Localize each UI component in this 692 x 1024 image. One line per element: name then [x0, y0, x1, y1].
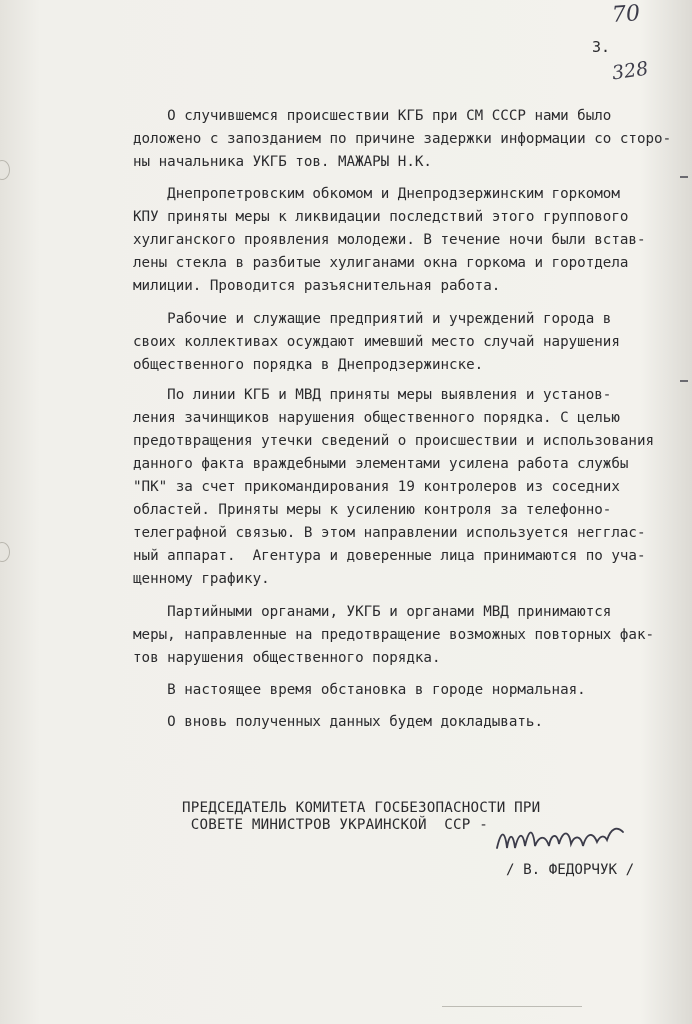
page-number: 3. [592, 38, 611, 56]
text-line: общественного порядка в Днепродзержинске. [133, 357, 484, 373]
text-line: милиции. Проводится разъяснительная работа. [133, 278, 501, 294]
text-line: Днепропетровским обкомом и Днепродзержинским горкомом [133, 186, 620, 202]
paragraph-workers-condemn [133, 308, 653, 377]
binder-hole [0, 160, 10, 180]
text-line: КПУ приняты меры к ликвидации последствий этого группового [133, 209, 629, 225]
text-line: О вновь полученных данных будем докладывать. [133, 714, 543, 730]
text-line: меры, направленные на предотвращение возможных повторных фак- [133, 627, 655, 643]
paragraph-party-measures [133, 183, 653, 298]
text-line: О случившемся происшествии КГБ при СМ СССР нами было [133, 108, 612, 124]
text-line: хулиганского проявления молодежи. В течение ночи были встав- [133, 232, 646, 248]
handwritten-signature [493, 820, 633, 860]
text-line: телеграфной связью. В этом направлении используется негглас- [133, 525, 646, 541]
text-line: своих коллективах осуждают имевший место случай нарушения [133, 334, 620, 350]
text-line: щенному графику. [133, 571, 270, 587]
text-line: Партийными органами, УКГБ и органами МВД принимаются [133, 604, 612, 620]
text-line: Рабочие и служащие предприятий и учреждений города в [133, 311, 612, 327]
signatory-title-line: СОВЕТЕ МИНИСТРОВ УКРАИНСКОЙ ССР - [182, 817, 488, 833]
text-line: данного факта враждебными элементами усилена работа службы [133, 456, 629, 472]
paragraph-situation-normal [133, 679, 653, 702]
text-line: По линии КГБ и МВД приняты меры выявления и установ- [133, 387, 612, 403]
text-line: ный аппарат. Агентура и доверенные лица принимаются по уча- [133, 548, 646, 564]
signatory-name: / В. ФЕДОРЧУК / [506, 862, 635, 878]
margin-tick [680, 176, 688, 178]
binder-hole [0, 542, 10, 562]
archive-sheet-number: 328 [610, 57, 650, 85]
text-line: областей. Приняты меры к усилению контроля за телефонно- [133, 502, 612, 518]
text-line: "ПК" за счет прикомандирования 19 контролеров из соседних [133, 479, 620, 495]
text-line: лены стекла в разбитые хулиганами окна горкома и горотдела [133, 255, 629, 271]
text-line: В настоящее время обстановка в городе нормальная. [133, 682, 586, 698]
signatory-title-line: ПРЕДСЕДАТЕЛЬ КОМИТЕТА ГОСБЕЗОПАСНОСТИ ПРИ [182, 800, 541, 816]
archive-mark: 70 [611, 1, 641, 28]
signatory-title [182, 800, 540, 834]
paragraph-delay-report [133, 105, 672, 174]
paragraph-prevention [133, 601, 653, 670]
text-line: ны начальника УКГБ тов. МАЖАРЫ Н.К. [133, 154, 432, 170]
archive-stamp-fragment [442, 996, 582, 1007]
paragraph-will-report [133, 711, 653, 734]
margin-tick [680, 380, 688, 382]
paragraph-kgb-measures [133, 384, 653, 591]
text-line: предотвращения утечки сведений о происшествии и использования [133, 433, 655, 449]
text-line: ления зачинщиков нарушения общественного порядка. С целью [133, 410, 620, 426]
text-line: доложено с запозданием по причине задержки информации со сторо- [133, 131, 672, 147]
text-line: тов нарушения общественного порядка. [133, 650, 441, 666]
